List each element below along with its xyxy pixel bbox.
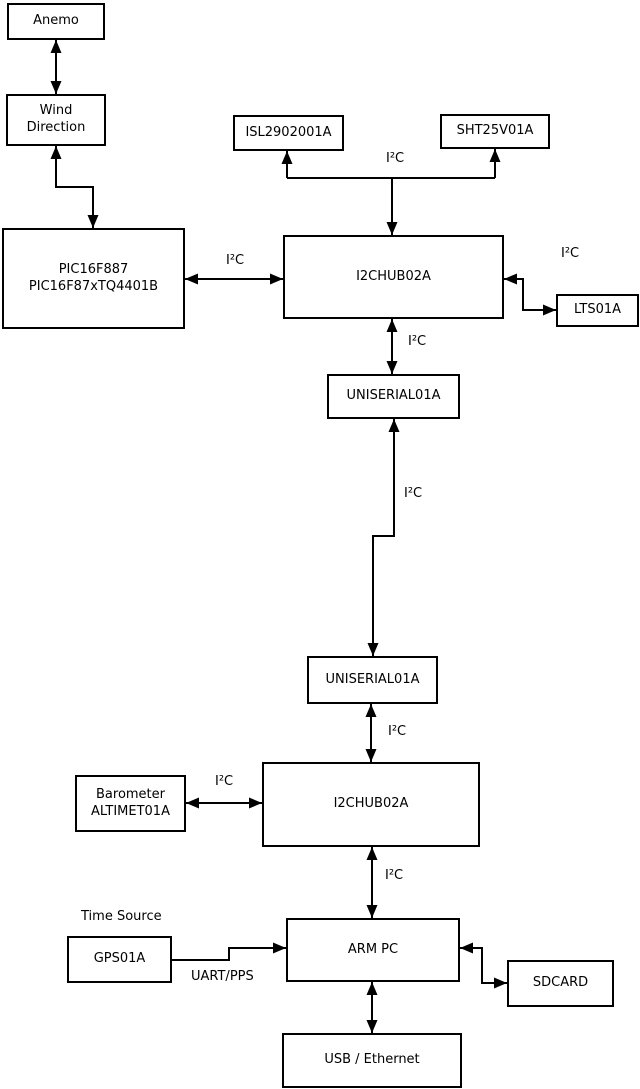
node-uniserial01a-top (327, 374, 460, 419)
edge-label-i2c-pic-hub1: I²C (226, 253, 245, 268)
node-wind-direction (6, 94, 106, 146)
node-arm-pc-label: ARM PC (347, 941, 399, 957)
node-barometer-label-line1: Barometer (96, 786, 165, 802)
node-barometer-label-line2: ALTIMET01A (91, 803, 170, 819)
edge-label-i2c-hub1-uniserial: I²C (408, 334, 427, 349)
node-uniserial01a-top-label: UNISERIAL01A (346, 388, 441, 404)
node-isl2902001a-label: ISL2902001A (245, 124, 332, 140)
node-sht25v01a-label: SHT25V01A (456, 123, 534, 139)
edge-wind-pic (56, 146, 93, 228)
node-barometer-altimet01a (75, 775, 186, 832)
node-sdcard (507, 960, 614, 1007)
node-i2chub02a-top-label: I2CHUB02A (356, 268, 431, 284)
node-i2chub02a-bottom (262, 762, 480, 847)
node-usb-ethernet-label: USB / Ethernet (324, 1052, 420, 1068)
node-i2chub02a-top (283, 235, 504, 319)
node-wind-direction-label-line1: Wind (39, 103, 73, 119)
node-sdcard-label: SDCARD (532, 975, 589, 991)
node-pic16f887-label-line1: PIC16F887 (58, 261, 129, 277)
edge-label-i2c-barometer-hub2: I²C (215, 774, 234, 789)
edge-gps-armpc (172, 948, 286, 960)
edge-label-i2c-uniserial-link: I²C (404, 486, 423, 501)
edge-uniserial-top-bottom (373, 419, 394, 656)
node-uniserial01a-bottom (307, 656, 438, 704)
edge-hub1-lts (504, 279, 556, 310)
node-i2chub02a-bottom-label: I2CHUB02A (333, 796, 409, 812)
node-anemo-label: Anemo (33, 13, 79, 29)
node-anemo (7, 3, 105, 40)
node-pic16f887-label-line2: PIC16F87xTQ4401B (28, 278, 159, 294)
edge-label-i2c-hub2-armpc: I²C (385, 868, 404, 883)
node-usb-ethernet (282, 1033, 462, 1088)
edge-label-i2c-uniserial-hub2: I²C (388, 724, 407, 739)
node-wind-direction-label-line2: Direction (26, 120, 86, 135)
edge-label-i2c-branch: I²C (386, 151, 405, 166)
edge-armpc-sdcard (460, 948, 507, 983)
node-uniserial01a-bottom-label: UNISERIAL01A (325, 671, 420, 687)
node-gps01a-label: GPS01A (93, 951, 146, 967)
node-arm-pc (286, 918, 460, 982)
node-lts01a (556, 294, 639, 327)
node-gps01a (67, 936, 172, 983)
node-pic16f887 (2, 228, 185, 329)
edge-label-uart-pps: UART/PPS (191, 969, 254, 984)
annotation-time-source: Time Source (81, 909, 162, 924)
node-sht25v01a (440, 114, 550, 149)
node-lts01a-label: LTS01A (573, 302, 622, 318)
edge-label-i2c-hub1-lts: I²C (561, 246, 580, 261)
node-isl2902001a (233, 115, 344, 151)
